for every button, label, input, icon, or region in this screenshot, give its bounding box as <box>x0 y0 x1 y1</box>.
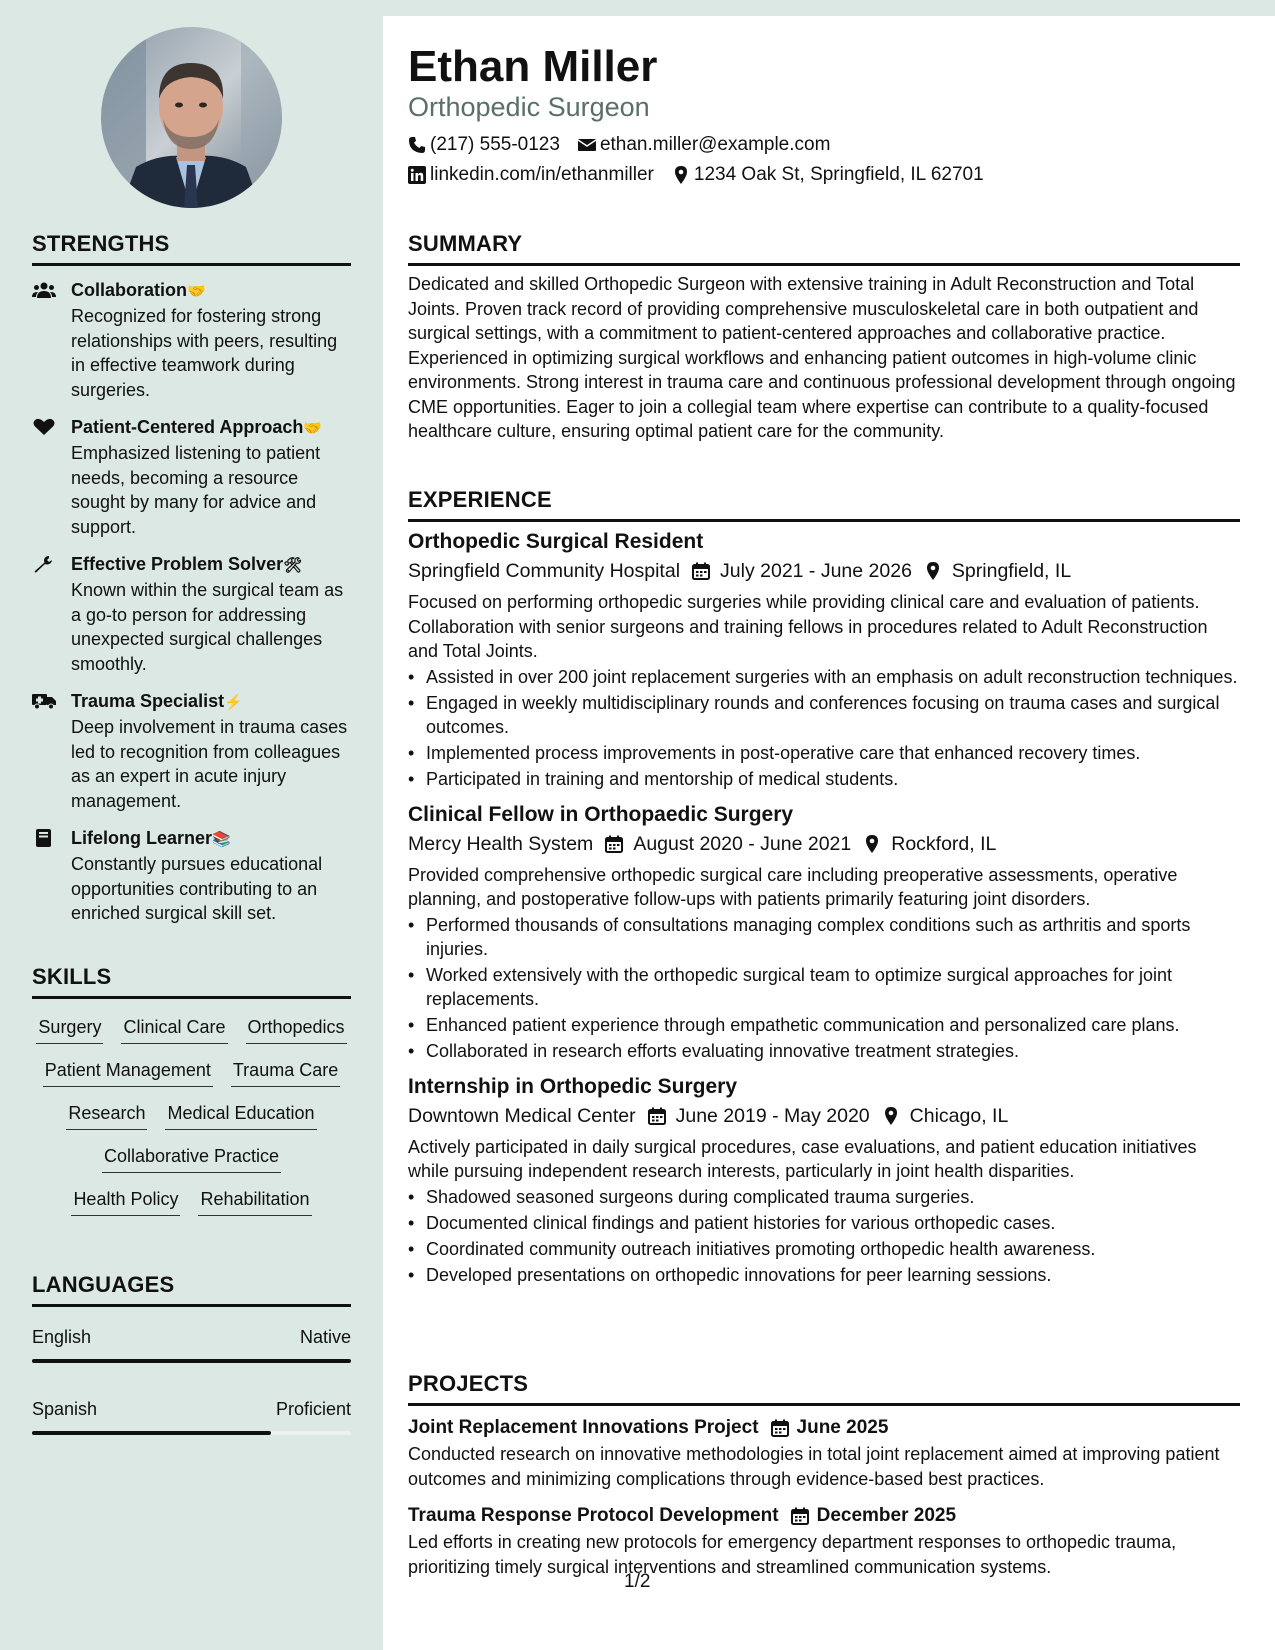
job-entry <box>408 801 1240 1063</box>
skills-section <box>32 964 351 1216</box>
calendar-icon <box>692 562 710 580</box>
skill-tag: Medical Education <box>165 1101 316 1130</box>
strength-description: Deep involvement in trauma cases led to recognition from colleagues as an expert in acute injury management. <box>71 717 348 811</box>
calendar-icon <box>648 1107 666 1125</box>
heart-icon <box>32 418 56 436</box>
job-bullet: • Implemented process improvements in post-operative care that enhanced recovery times. <box>408 741 1240 765</box>
phone-icon <box>408 136 426 154</box>
job-bullet: • Shadowed seasoned surgeons during complicated trauma surgeries. <box>408 1185 1240 1209</box>
contact-row-2 <box>408 164 984 186</box>
job-organization: Downtown Medical Center <box>408 1104 636 1127</box>
skill-tag: Trauma Care <box>231 1058 340 1087</box>
linkedin-url: linkedin.com/in/ethanmiller <box>430 164 654 185</box>
summary-text: Dedicated and skilled Orthopedic Surgeon with extensive training in Adult Reconstruction and Total Joints. Proven track record of providing comprehensive musculoskeletal care in both outpatient and surgical settings, with a commitment to patient-centered approaches and collaborative practice. Experienced in optimizing surgical workflows and enhancing patient outcomes in high-volume clinic environments. Strong interest in trauma care and continuous professional development through ongoing CME opportunities. Eager to join a collegial team where expertise can contribute to a quality-focused healthcare culture, ensuring optimal patient care for the community. <box>408 274 1236 441</box>
profile-photo <box>101 27 282 208</box>
language-proficiency-bar <box>32 1359 351 1363</box>
strength-description: Emphasized listening to patient needs, becoming a resource sought by many for advice and support. <box>71 443 321 537</box>
lightning-icon: ⚡ <box>224 694 243 711</box>
envelope-icon <box>578 136 596 154</box>
job-location: Rockford, IL <box>891 832 997 855</box>
job-description: Provided comprehensive orthopedic surgical care including preoperative assessments, operative planning, and postoperative follow-ups with patients primarily featuring joint disorders. <box>408 864 1178 909</box>
job-bullet: • Enhanced patient experience through empathetic communication and personalized care plans. <box>408 1013 1240 1037</box>
skill-tag: Research <box>66 1101 147 1130</box>
strengths-rule <box>32 263 351 266</box>
languages-section <box>32 1272 351 1435</box>
job-dates: August 2020 - June 2021 <box>633 832 852 855</box>
location-pin-icon <box>924 562 942 580</box>
skill-tag: Clinical Care <box>121 1015 227 1044</box>
location-pin-icon <box>672 166 690 184</box>
strength-name: Trauma Specialist <box>71 691 225 711</box>
strength-name: Collaboration <box>71 280 187 300</box>
job-title-header: Orthopedic Surgeon <box>408 92 650 122</box>
handshake-icon: 🤝 <box>187 283 206 300</box>
job-bullet: • Developed presentations on orthopedic innovations for peer learning sessions. <box>408 1263 1240 1287</box>
project-entry <box>408 1502 1240 1579</box>
job-bullet: • Performed thousands of consultations managing complex conditions such as arthritis and sports injuries. <box>408 913 1240 961</box>
strength-name: Effective Problem Solver <box>71 554 284 574</box>
location-pin-icon <box>882 1107 900 1125</box>
email-address: ethan.miller@example.com <box>599 134 831 155</box>
job-bullet: • Worked extensively with the orthopedic surgical team to optimize surgical approaches for joint replacements. <box>408 963 1240 1011</box>
linkedin-contact[interactable] <box>408 164 654 186</box>
projects-section <box>408 1371 1240 1579</box>
job-bullet: • Assisted in over 200 joint replacement surgeries with an emphasis on adult reconstruction techniques. <box>408 665 1240 689</box>
job-description: Actively participated in daily surgical procedures, case evaluations, and patient education initiatives while pursuing independent research interests, particularly in joint health disparities. <box>408 1136 1197 1181</box>
job-bullet: • Participated in training and mentorship of medical students. <box>408 767 1240 791</box>
project-date: December 2025 <box>816 1505 957 1526</box>
wrench-icon <box>32 555 56 573</box>
language-proficiency-fill <box>32 1359 351 1363</box>
language-name: Spanish <box>32 1399 98 1419</box>
calendar-icon <box>791 1507 809 1525</box>
address-contact <box>672 164 984 186</box>
job-entry <box>408 528 1240 791</box>
job-dates: June 2019 - May 2020 <box>675 1104 870 1127</box>
job-location: Springfield, IL <box>951 560 1072 582</box>
skill-tag: Surgery <box>36 1015 103 1044</box>
calendar-icon <box>771 1419 789 1437</box>
location-pin-icon <box>863 835 881 853</box>
job-bullet: • Engaged in weekly multidisciplinary rounds and conferences focusing on trauma cases and surgical outcomes. <box>408 691 1240 739</box>
calendar-icon <box>605 835 623 853</box>
strength-description: Recognized for fostering strong relationships with peers, resulting in effective teamwork during surgeries. <box>71 306 338 400</box>
email-contact[interactable] <box>578 134 831 156</box>
skill-tag: Orthopedics <box>246 1015 347 1044</box>
experience-section <box>408 487 1240 1289</box>
person-name: Ethan Miller <box>408 42 658 91</box>
avatar-illustration <box>101 27 282 208</box>
skills-list <box>32 1015 351 1216</box>
project-description: Conducted research on innovative methodologies in total joint replacement aimed at improving patient outcomes and minimizing complications through evidence-based best practices. <box>408 1444 1220 1489</box>
users-icon <box>32 281 56 299</box>
job-dates: July 2021 - June 2026 <box>720 560 912 582</box>
job-description: Focused on performing orthopedic surgeries while providing clinical care and evaluation of patients. Collaboration with senior surgeons and training fellows in procedures related to Adult Reconstruction and Total Joints. <box>408 592 1208 661</box>
strengths-section <box>32 231 351 939</box>
project-description: Led efforts in creating new protocols for emergency department responses to orthopedic trauma, prioritizing timely surgical interventions and streamlined communication systems. <box>408 1532 1177 1577</box>
strengths-heading: STRENGTHS <box>32 231 170 256</box>
job-bullet: • Coordinated community outreach initiatives promoting orthopedic health awareness. <box>408 1237 1240 1261</box>
phone-number: (217) 555-0123 <box>430 134 560 155</box>
job-organization: Springfield Community Hospital <box>408 560 681 582</box>
projects-heading: PROJECTS <box>408 1371 529 1396</box>
job-role: Orthopedic Surgical Resident <box>408 530 704 553</box>
language-level: Proficient <box>275 1399 351 1419</box>
ambulance-icon <box>32 692 56 710</box>
skill-tag: Patient Management <box>43 1058 213 1087</box>
project-entry <box>408 1414 1240 1491</box>
languages-heading: LANGUAGES <box>32 1272 175 1297</box>
contact-row-1 <box>408 134 830 156</box>
experience-heading: EXPERIENCE <box>408 487 552 512</box>
skill-tag: Rehabilitation <box>198 1187 311 1216</box>
book-icon <box>32 829 56 847</box>
language-item <box>32 1397 351 1435</box>
skill-tag: Collaborative Practice <box>102 1144 281 1173</box>
strength-item <box>32 415 351 539</box>
projects-rule <box>408 1403 1240 1406</box>
street-address: 1234 Oak St, Springfield, IL 62701 <box>693 164 984 185</box>
job-role: Internship in Orthopedic Surgery <box>408 1074 738 1098</box>
experience-rule <box>408 519 1240 522</box>
strength-item <box>32 278 351 402</box>
language-proficiency-bar <box>32 1431 351 1435</box>
job-bullets <box>408 665 1240 791</box>
summary-section <box>408 231 1240 444</box>
strength-item <box>32 826 351 926</box>
job-location: Chicago, IL <box>909 1104 1009 1127</box>
skills-rule <box>32 996 351 999</box>
tools-icon: 🛠 <box>283 557 303 574</box>
language-proficiency-fill <box>32 1431 271 1435</box>
job-bullet: • Collaborated in research efforts evaluating innovative treatment strategies. <box>408 1039 1240 1063</box>
summary-rule <box>408 263 1240 266</box>
strength-description: Constantly pursues educational opportunities contributing to an enriched surgical skill set. <box>71 854 323 923</box>
summary-heading: SUMMARY <box>408 231 523 256</box>
language-name: English <box>32 1327 92 1347</box>
linkedin-icon <box>408 166 426 184</box>
job-organization: Mercy Health System <box>408 832 594 855</box>
main-content <box>383 16 1275 1650</box>
job-bullet: • Documented clinical findings and patient histories for various orthopedic cases. <box>408 1211 1240 1235</box>
skill-tag: Health Policy <box>71 1187 180 1216</box>
project-name: Joint Replacement Innovations Project <box>408 1417 759 1438</box>
languages-rule <box>32 1304 351 1307</box>
strength-name: Patient-Centered Approach <box>71 417 304 437</box>
project-name: Trauma Response Protocol Development <box>408 1505 779 1526</box>
job-role: Clinical Fellow in Orthopaedic Surgery <box>408 802 794 826</box>
strength-item <box>32 552 351 676</box>
strength-description: Known within the surgical team as a go-to person for addressing unexpected surgical challenges smoothly. <box>71 580 344 674</box>
language-item <box>32 1325 351 1363</box>
job-bullets <box>408 1185 1240 1287</box>
sidebar <box>0 0 383 1650</box>
books-icon: 📚 <box>212 831 231 848</box>
language-level: Native <box>299 1327 351 1347</box>
skills-heading: SKILLS <box>32 964 112 989</box>
job-entry <box>408 1073 1240 1287</box>
project-date: June 2025 <box>796 1417 889 1438</box>
phone-contact[interactable] <box>408 134 560 156</box>
handshake-icon: 🤝 <box>303 420 323 437</box>
strength-name: Lifelong Learner <box>71 828 213 848</box>
page-number: 1/2 <box>624 1571 651 1592</box>
job-bullets <box>408 913 1240 1063</box>
strength-item <box>32 689 351 813</box>
